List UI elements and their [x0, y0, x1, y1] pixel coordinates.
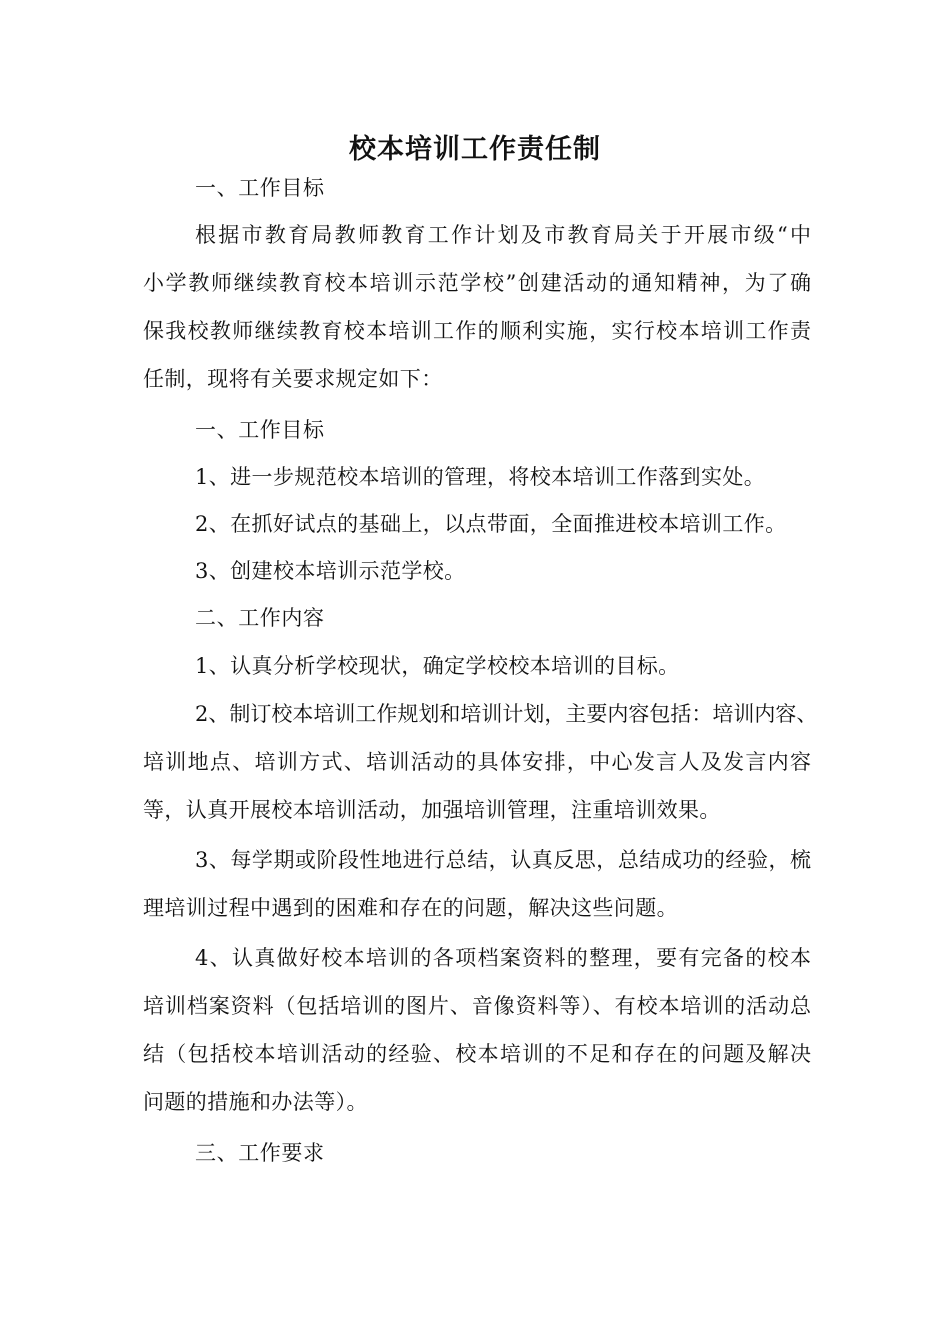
content-item-2-line-2: 培训地点、培训方式、培训活动的具体安排，中心发言人及发言内容	[143, 750, 811, 774]
goal-item-2: 2、在抓好试点的基础上，以点带面，全面推进校本培训工作。	[195, 512, 787, 536]
content-item-2-line-3: 等，认真开展校本培训活动，加强培训管理，注重培训效果。	[143, 798, 721, 822]
content-item-3-line-1: 3、每学期或阶段性地进行总结，认真反思，总结成功的经验，梳	[195, 848, 811, 872]
content-item-4-line-2: 培训档案资料（包括培训的图片、音像资料等）、有校本培训的活动总	[143, 994, 811, 1018]
content-item-4-line-4: 问题的措施和办法等）。	[143, 1090, 368, 1114]
section-heading-requirements: 三、工作要求	[195, 1141, 325, 1165]
section-heading-goals-repeat: 一、工作目标	[195, 418, 325, 442]
intro-line-4: 任制，现将有关要求规定如下：	[143, 367, 443, 391]
document-title: 校本培训工作责任制	[349, 134, 601, 165]
section-heading-content: 二、工作内容	[195, 606, 325, 630]
section-heading-goals: 一、工作目标	[195, 176, 325, 200]
content-item-4-line-3: 结（包括校本培训活动的经验、校本培训的不足和存在的问题及解决	[143, 1042, 811, 1066]
content-item-2-line-1: 2、制订校本培训工作规划和培训计划，主要内容包括：培训内容、	[195, 702, 818, 726]
goal-item-1: 1、进一步规范校本培训的管理，将校本培训工作落到实处。	[195, 465, 766, 489]
content-item-1: 1、认真分析学校现状，确定学校校本培训的目标。	[195, 654, 680, 678]
intro-line-1: 根据市教育局教师教育工作计划及市教育局关于开展市级“中	[195, 223, 811, 247]
goal-item-3: 3、创建校本培训示范学校。	[195, 559, 466, 583]
content-item-4-line-1: 4、认真做好校本培训的各项档案资料的整理，要有完备的校本	[195, 946, 811, 970]
content-item-3-line-2: 理培训过程中遇到的困难和存在的问题，解决这些问题。	[143, 896, 678, 920]
intro-line-3: 保我校教师继续教育校本培训工作的顺利实施，实行校本培训工作责	[143, 319, 811, 343]
intro-line-2: 小学教师继续教育校本培训示范学校”创建活动的通知精神，为了确	[143, 271, 811, 295]
